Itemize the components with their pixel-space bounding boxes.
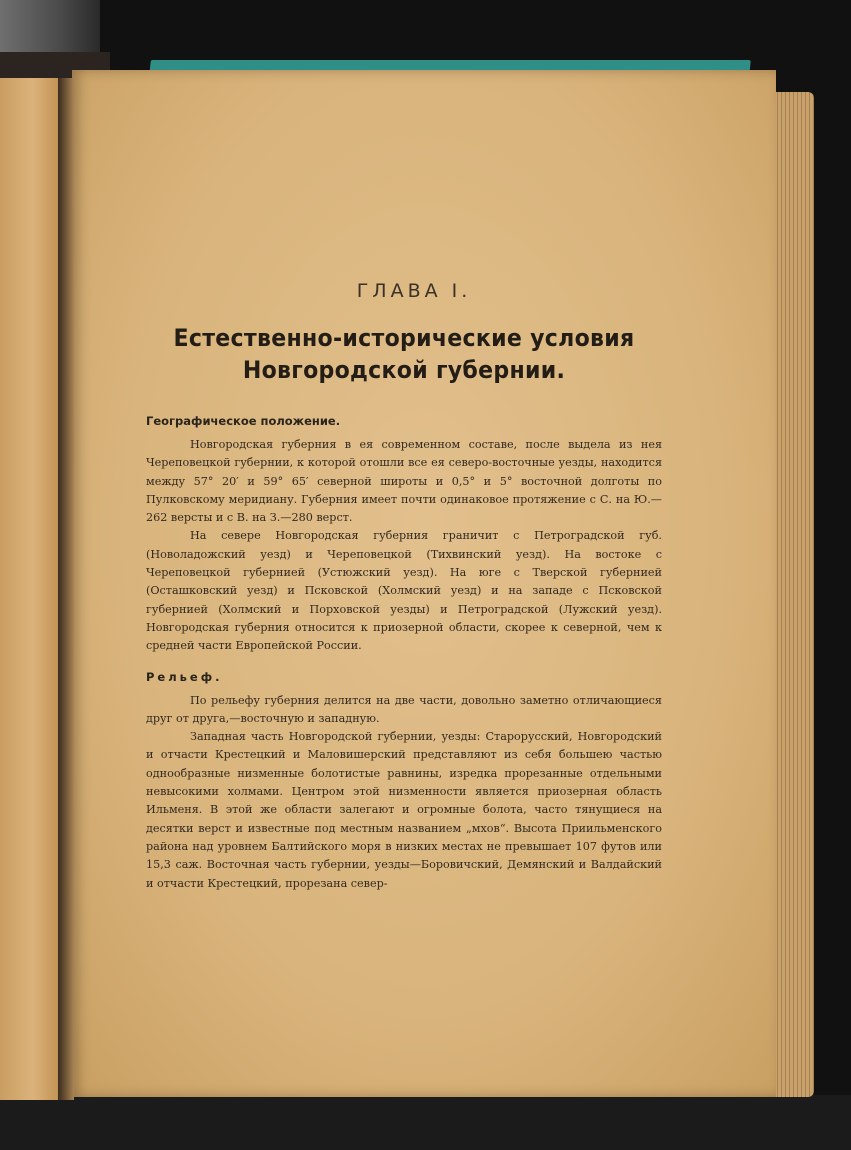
background-bottom bbox=[0, 1095, 851, 1150]
page-text-block bbox=[146, 280, 662, 893]
section-heading-relief: Рельеф. bbox=[146, 669, 223, 684]
paragraph: На севере Новгородская губерния граничит с Петроградской губ. (Новоладожский уезд) и Череповецкой (Тихвинский уезд). На востоке с Череповецкой губернией (Устюжский уезд). На юге с Тверской губернией (Осташковский уезд) и Псковской (Холмский уезд) и на западе с Псковской губернией (Холмский и Порховской уезды) и Петроградской (Лужский уезд). Новгородская губерния относится к приозерной области, скорее к северной, чем к средней части Европейской России. bbox=[146, 529, 662, 653]
section-heading-geography: Географическое положение. bbox=[146, 414, 341, 428]
paragraph: По рельефу губерния делится на две части, довольно заметно отличающиеся друг от друга,—восточную и западную. bbox=[146, 693, 662, 725]
chapter-title: Естественно-исторические условия Новгородской губернии. bbox=[173, 324, 635, 384]
book-page bbox=[72, 70, 776, 1097]
paragraph: Новгородская губерния в ея современном составе, после выдела из нея Череповецкой губернии, к которой отошли все ея северо-восточные уезды, находится между 57° 20′ и 59° 65′ северной широты и 0,5° и 5° восточной долготы по Пулковскому меридиану. Губерния имеет почти одинаковое протяжение с С. на Ю.—262 версты и с В. на З.—280 верст. bbox=[146, 438, 662, 525]
chapter-label: ГЛАВА I. bbox=[356, 280, 472, 302]
page-gutter bbox=[58, 78, 74, 1100]
paragraph: Западная часть Новгородской губернии, уезды: Старорусский, Новгородский и отчасти Крестецкий и Маловишерский представляют из себя большею частью однообразные низменные болотистые равнины, изредка прорезанные отдельными невысокими холмами. Центром этой низменности является приозерная область Ильменя. В этой же области залегают и огромные болота, часто тянущиеся на десятки верст и известные под местным названием „мхов“. Высота Приильменского района над уровнем Балтийского моря в низких местах не превышает 107 футов или 15,3 саж. Восточная часть губернии, уезды—Боровичский, Демянский и Валдайский и отчасти Крестецкий, прорезана север- bbox=[146, 730, 662, 890]
left-page-edge bbox=[0, 78, 62, 1100]
